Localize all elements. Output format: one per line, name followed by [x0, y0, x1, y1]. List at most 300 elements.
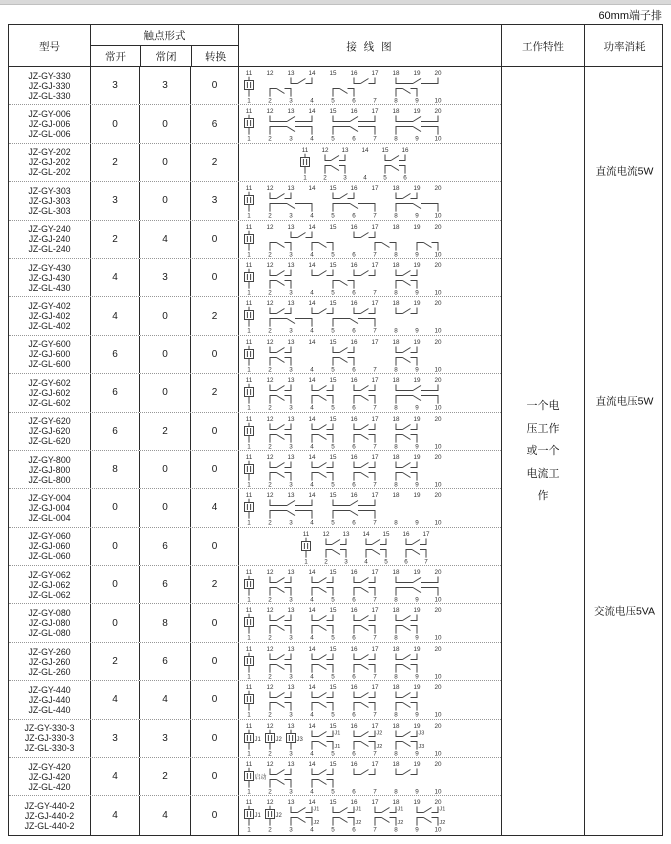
table-row	[9, 105, 501, 143]
table-row	[9, 720, 501, 758]
svg-text:19: 19	[413, 261, 421, 269]
svg-text:1: 1	[247, 443, 251, 451]
svg-text:1: 1	[247, 366, 251, 374]
table-body	[9, 67, 501, 835]
model-name: JZ-GJ-420	[28, 771, 71, 782]
table-row	[9, 489, 501, 527]
wiring-diagram-cell	[239, 681, 501, 718]
svg-text:16: 16	[350, 261, 358, 269]
svg-text:5: 5	[331, 289, 335, 297]
wiring-diagram-svg	[239, 413, 501, 451]
svg-text:4: 4	[310, 327, 314, 335]
svg-text:16: 16	[350, 607, 358, 615]
table-row	[9, 144, 501, 182]
svg-text:J2: J2	[355, 820, 362, 827]
svg-text:11: 11	[301, 146, 309, 154]
svg-text:1: 1	[303, 174, 307, 182]
svg-text:11: 11	[245, 377, 253, 385]
header-contact-form: 触点形式	[91, 25, 238, 46]
table-header	[9, 25, 662, 67]
svg-text:2: 2	[323, 174, 327, 182]
model-name: JZ-GY-062	[28, 569, 71, 580]
model-name: JZ-GL-202	[28, 167, 71, 178]
svg-text:5: 5	[331, 750, 335, 758]
svg-text:13: 13	[341, 146, 349, 154]
svg-text:2: 2	[268, 443, 272, 451]
svg-text:17: 17	[371, 300, 379, 308]
svg-text:3: 3	[289, 750, 293, 758]
svg-text:12: 12	[321, 146, 329, 154]
changeover-cell: 0	[191, 604, 239, 641]
svg-text:2: 2	[268, 596, 272, 604]
svg-text:19: 19	[413, 722, 421, 730]
svg-text:7: 7	[373, 327, 377, 335]
svg-text:14: 14	[308, 453, 316, 461]
model-name: JZ-GL-062	[28, 589, 71, 600]
table-row	[9, 413, 501, 451]
svg-text:4: 4	[310, 366, 314, 374]
svg-text:13: 13	[287, 377, 295, 385]
model-name: JZ-GY-006	[28, 109, 71, 120]
svg-text:6: 6	[352, 634, 356, 642]
svg-text:15: 15	[329, 645, 337, 653]
normally-closed-cell: 0	[140, 489, 191, 526]
model-name: JZ-GJ-062	[28, 579, 71, 590]
svg-text:13: 13	[287, 799, 295, 807]
svg-text:4: 4	[310, 443, 314, 451]
svg-text:20: 20	[434, 300, 442, 308]
svg-text:17: 17	[422, 530, 430, 538]
svg-text:4: 4	[310, 289, 314, 297]
header-contact-form-group	[91, 25, 239, 67]
wiring-diagram-svg	[239, 297, 501, 335]
svg-text:3: 3	[289, 251, 293, 259]
normally-open-cell: 6	[91, 413, 140, 450]
svg-text:2: 2	[268, 251, 272, 259]
svg-text:18: 18	[392, 108, 400, 116]
normally-closed-cell: 3	[140, 67, 191, 104]
svg-text:5: 5	[331, 251, 335, 259]
svg-text:18: 18	[392, 415, 400, 423]
svg-text:12: 12	[266, 377, 274, 385]
svg-text:13: 13	[287, 300, 295, 308]
model-name: JZ-GL-060	[28, 551, 71, 562]
power-label-dc-current: 直流电流5W	[595, 165, 654, 178]
model-name: JZ-GL-800	[28, 474, 71, 485]
svg-text:20: 20	[434, 645, 442, 653]
svg-text:7: 7	[373, 673, 377, 681]
model-name: JZ-GY-420	[28, 761, 71, 772]
svg-text:5: 5	[331, 711, 335, 719]
svg-text:6: 6	[352, 289, 356, 297]
model-name: JZ-GL-330-3	[24, 743, 75, 754]
svg-text:3: 3	[289, 443, 293, 451]
svg-text:16: 16	[350, 300, 358, 308]
svg-text:9: 9	[415, 711, 419, 719]
svg-text:8: 8	[394, 711, 398, 719]
svg-text:3: 3	[289, 404, 293, 412]
svg-text:1: 1	[247, 481, 251, 489]
svg-text:15: 15	[329, 492, 337, 500]
svg-text:J2: J2	[275, 813, 282, 820]
model-name: JZ-GY-260	[28, 646, 71, 657]
svg-text:17: 17	[371, 185, 379, 193]
model-cell	[9, 297, 91, 334]
wiring-diagram-cell	[239, 259, 501, 296]
svg-text:14: 14	[308, 185, 316, 193]
model-name: JZ-GL-080	[28, 628, 71, 639]
svg-text:6: 6	[352, 826, 356, 834]
svg-text:10: 10	[434, 366, 442, 374]
table-row	[9, 643, 501, 681]
svg-text:J2: J2	[313, 820, 320, 827]
svg-text:1: 1	[247, 519, 251, 527]
svg-text:2: 2	[268, 634, 272, 642]
power-consumption-cell	[584, 67, 664, 835]
svg-text:11: 11	[245, 761, 253, 769]
svg-text:12: 12	[266, 415, 274, 423]
model-name: JZ-GL-602	[28, 397, 71, 408]
header-wiring-diagram: 接 线 图	[346, 40, 394, 53]
svg-text:11: 11	[302, 530, 310, 538]
table-row	[9, 528, 501, 566]
svg-text:5: 5	[331, 788, 335, 796]
svg-text:9: 9	[415, 404, 419, 412]
model-name: JZ-GJ-440	[28, 694, 71, 705]
wiring-diagram-svg	[239, 758, 501, 796]
svg-text:13: 13	[342, 530, 350, 538]
svg-text:启动: 启动	[254, 775, 267, 782]
svg-text:9: 9	[415, 519, 419, 527]
svg-text:13: 13	[287, 761, 295, 769]
svg-text:11: 11	[245, 569, 253, 577]
svg-text:10: 10	[434, 519, 442, 527]
svg-text:1: 1	[247, 673, 251, 681]
model-name: JZ-GJ-600	[28, 349, 71, 360]
svg-text:18: 18	[392, 338, 400, 346]
model-name: JZ-GL-006	[28, 129, 71, 140]
model-name: JZ-GJ-006	[28, 119, 71, 130]
svg-text:17: 17	[371, 261, 379, 269]
svg-text:15: 15	[329, 223, 337, 231]
svg-text:11: 11	[245, 338, 253, 346]
model-name: JZ-GJ-004	[28, 502, 71, 513]
svg-text:20: 20	[434, 453, 442, 461]
svg-text:7: 7	[373, 788, 377, 796]
svg-text:15: 15	[329, 338, 337, 346]
svg-text:4: 4	[310, 673, 314, 681]
svg-text:12: 12	[266, 223, 274, 231]
normally-open-cell: 4	[91, 681, 140, 718]
changeover-cell: 0	[191, 67, 239, 104]
model-name: JZ-GJ-440-2	[24, 810, 75, 821]
svg-text:4: 4	[310, 634, 314, 642]
svg-text:18: 18	[392, 70, 400, 77]
svg-text:1: 1	[247, 327, 251, 335]
changeover-cell: 0	[191, 336, 239, 373]
svg-text:10: 10	[434, 750, 442, 758]
table-row	[9, 566, 501, 604]
changeover-cell: 0	[191, 451, 239, 488]
wiring-diagram-cell	[239, 528, 501, 565]
svg-text:12: 12	[266, 607, 274, 615]
table-row	[9, 259, 501, 297]
svg-text:17: 17	[371, 223, 379, 231]
svg-text:9: 9	[415, 289, 419, 297]
changeover-cell: 0	[191, 413, 239, 450]
svg-text:11: 11	[245, 415, 253, 423]
svg-text:J1: J1	[313, 806, 320, 813]
svg-text:4: 4	[310, 212, 314, 220]
svg-text:1: 1	[304, 558, 308, 566]
svg-text:14: 14	[308, 415, 316, 423]
changeover-cell: 0	[191, 720, 239, 757]
changeover-cell: 2	[191, 144, 239, 181]
svg-text:9: 9	[415, 366, 419, 374]
normally-closed-cell: 4	[140, 681, 191, 718]
svg-text:6: 6	[352, 212, 356, 220]
changeover-cell: 2	[191, 297, 239, 334]
svg-text:10: 10	[434, 481, 442, 489]
model-cell	[9, 182, 91, 219]
model-name: JZ-GY-620	[28, 416, 71, 427]
svg-text:3: 3	[289, 135, 293, 143]
wiring-diagram-svg	[239, 566, 501, 604]
svg-text:17: 17	[371, 569, 379, 577]
normally-closed-cell: 6	[140, 566, 191, 603]
model-cell	[9, 144, 91, 181]
svg-text:13: 13	[287, 453, 295, 461]
svg-text:15: 15	[329, 761, 337, 769]
svg-text:10: 10	[434, 596, 442, 604]
wiring-diagram-svg	[239, 643, 501, 681]
svg-text:16: 16	[350, 185, 358, 193]
svg-text:12: 12	[266, 108, 274, 116]
svg-text:1: 1	[247, 634, 251, 642]
wiring-diagram-cell	[239, 604, 501, 641]
svg-text:7: 7	[373, 443, 377, 451]
svg-text:3: 3	[289, 634, 293, 642]
svg-text:19: 19	[413, 223, 421, 231]
changeover-cell: 6	[191, 105, 239, 142]
svg-text:17: 17	[371, 607, 379, 615]
normally-open-cell: 3	[91, 67, 140, 104]
wiring-diagram-cell	[239, 182, 501, 219]
wiring-diagram-cell	[239, 489, 501, 526]
svg-text:J1: J1	[439, 806, 446, 813]
svg-text:3: 3	[289, 327, 293, 335]
svg-text:13: 13	[287, 645, 295, 653]
svg-text:J3: J3	[418, 743, 425, 750]
svg-text:16: 16	[401, 146, 409, 154]
normally-closed-cell: 0	[140, 182, 191, 219]
model-name: JZ-GY-330-3	[24, 723, 75, 734]
normally-closed-cell: 0	[140, 374, 191, 411]
changeover-cell: 3	[191, 182, 239, 219]
normally-closed-cell: 8	[140, 604, 191, 641]
normally-closed-cell: 0	[140, 451, 191, 488]
svg-text:4: 4	[363, 174, 367, 182]
svg-text:16: 16	[350, 415, 358, 423]
svg-text:18: 18	[392, 722, 400, 730]
svg-text:13: 13	[287, 722, 295, 730]
normally-closed-cell: 2	[140, 413, 191, 450]
svg-text:1: 1	[247, 788, 251, 796]
svg-text:6: 6	[352, 97, 356, 105]
svg-text:2: 2	[268, 519, 272, 527]
normally-open-cell: 4	[91, 297, 140, 334]
svg-text:12: 12	[266, 684, 274, 692]
svg-text:13: 13	[287, 70, 295, 77]
svg-text:17: 17	[371, 722, 379, 730]
svg-text:18: 18	[392, 185, 400, 193]
model-cell	[9, 105, 91, 142]
svg-text:4: 4	[310, 711, 314, 719]
svg-text:J2: J2	[397, 820, 404, 827]
svg-text:5: 5	[331, 673, 335, 681]
model-name: JZ-GJ-800	[28, 464, 71, 475]
svg-text:5: 5	[331, 634, 335, 642]
svg-text:5: 5	[331, 327, 335, 335]
wiring-diagram-cell	[239, 297, 501, 334]
model-name: JZ-GY-402	[28, 301, 71, 312]
svg-text:J2: J2	[376, 730, 383, 737]
svg-text:9: 9	[415, 443, 419, 451]
header-model: 型号	[9, 25, 91, 67]
wiring-diagram-svg	[239, 259, 501, 297]
model-name: JZ-GY-080	[28, 608, 71, 619]
svg-text:12: 12	[266, 261, 274, 269]
svg-text:2: 2	[324, 558, 328, 566]
svg-text:18: 18	[392, 607, 400, 615]
svg-text:10: 10	[434, 634, 442, 642]
svg-text:14: 14	[308, 261, 316, 269]
model-name: JZ-GL-004	[28, 512, 71, 523]
svg-text:18: 18	[392, 799, 400, 807]
svg-text:5: 5	[331, 366, 335, 374]
svg-text:10: 10	[434, 826, 442, 834]
model-cell	[9, 67, 91, 104]
svg-text:7: 7	[373, 366, 377, 374]
svg-text:15: 15	[329, 377, 337, 385]
svg-text:1: 1	[247, 826, 251, 834]
model-cell	[9, 758, 91, 795]
model-cell	[9, 336, 91, 373]
model-name: JZ-GJ-602	[28, 387, 71, 398]
svg-text:6: 6	[352, 788, 356, 796]
svg-text:1: 1	[247, 251, 251, 259]
changeover-cell: 0	[191, 643, 239, 680]
normally-closed-cell: 0	[140, 144, 191, 181]
svg-text:2: 2	[268, 135, 272, 143]
work-characteristic-text: 一个电压工作或一个电流工作	[526, 399, 560, 502]
normally-open-cell: 4	[91, 758, 140, 795]
svg-text:J2: J2	[376, 743, 383, 750]
svg-text:16: 16	[402, 530, 410, 538]
svg-text:14: 14	[308, 492, 316, 500]
svg-text:20: 20	[434, 799, 442, 807]
normally-closed-cell: 4	[140, 796, 191, 834]
wiring-diagram-svg	[239, 105, 501, 143]
normally-closed-cell: 2	[140, 758, 191, 795]
svg-text:5: 5	[331, 135, 335, 143]
model-name: JZ-GL-330	[28, 90, 71, 101]
svg-text:20: 20	[434, 223, 442, 231]
svg-text:8: 8	[394, 97, 398, 105]
svg-text:4: 4	[310, 97, 314, 105]
svg-text:14: 14	[308, 569, 316, 577]
svg-text:15: 15	[329, 108, 337, 116]
svg-text:11: 11	[245, 108, 253, 116]
svg-text:8: 8	[394, 212, 398, 220]
normally-closed-cell: 3	[140, 720, 191, 757]
header-power-consumption: 功率消耗	[584, 25, 664, 67]
normally-open-cell: 2	[91, 221, 140, 258]
svg-text:12: 12	[266, 799, 274, 807]
normally-open-cell: 6	[91, 336, 140, 373]
model-name: JZ-GY-060	[28, 531, 71, 542]
svg-text:6: 6	[404, 558, 408, 566]
normally-open-cell: 2	[91, 643, 140, 680]
normally-closed-cell: 0	[140, 105, 191, 142]
model-cell	[9, 374, 91, 411]
svg-text:4: 4	[310, 135, 314, 143]
svg-text:5: 5	[331, 826, 335, 834]
svg-text:7: 7	[373, 634, 377, 642]
svg-text:8: 8	[394, 596, 398, 604]
work-characteristic-cell	[501, 67, 584, 835]
model-cell	[9, 489, 91, 526]
svg-text:2: 2	[268, 289, 272, 297]
svg-text:9: 9	[415, 788, 419, 796]
svg-text:12: 12	[266, 300, 274, 308]
svg-text:17: 17	[371, 377, 379, 385]
svg-text:5: 5	[331, 443, 335, 451]
svg-text:10: 10	[434, 673, 442, 681]
svg-text:7: 7	[373, 711, 377, 719]
svg-text:14: 14	[308, 300, 316, 308]
model-cell	[9, 451, 91, 488]
svg-text:5: 5	[331, 481, 335, 489]
svg-text:9: 9	[415, 212, 419, 220]
svg-text:19: 19	[413, 300, 421, 308]
wiring-diagram-svg	[239, 221, 501, 259]
table-row	[9, 336, 501, 374]
svg-text:18: 18	[392, 761, 400, 769]
model-name: JZ-GL-260	[28, 666, 71, 677]
wiring-diagram-cell	[239, 796, 501, 834]
wiring-diagram-cell	[239, 374, 501, 411]
svg-text:10: 10	[434, 212, 442, 220]
svg-text:6: 6	[352, 481, 356, 489]
wiring-diagram-cell	[239, 720, 501, 757]
svg-text:2: 2	[268, 711, 272, 719]
svg-text:10: 10	[434, 327, 442, 335]
changeover-cell: 0	[191, 681, 239, 718]
wiring-diagram-svg	[239, 67, 501, 105]
svg-text:5: 5	[331, 404, 335, 412]
svg-text:19: 19	[413, 492, 421, 500]
svg-text:18: 18	[392, 223, 400, 231]
normally-open-cell: 4	[91, 796, 140, 834]
svg-text:9: 9	[415, 596, 419, 604]
svg-text:4: 4	[310, 788, 314, 796]
model-cell	[9, 221, 91, 258]
svg-text:3: 3	[289, 481, 293, 489]
svg-text:5: 5	[384, 558, 388, 566]
svg-text:10: 10	[434, 97, 442, 105]
svg-text:9: 9	[415, 135, 419, 143]
